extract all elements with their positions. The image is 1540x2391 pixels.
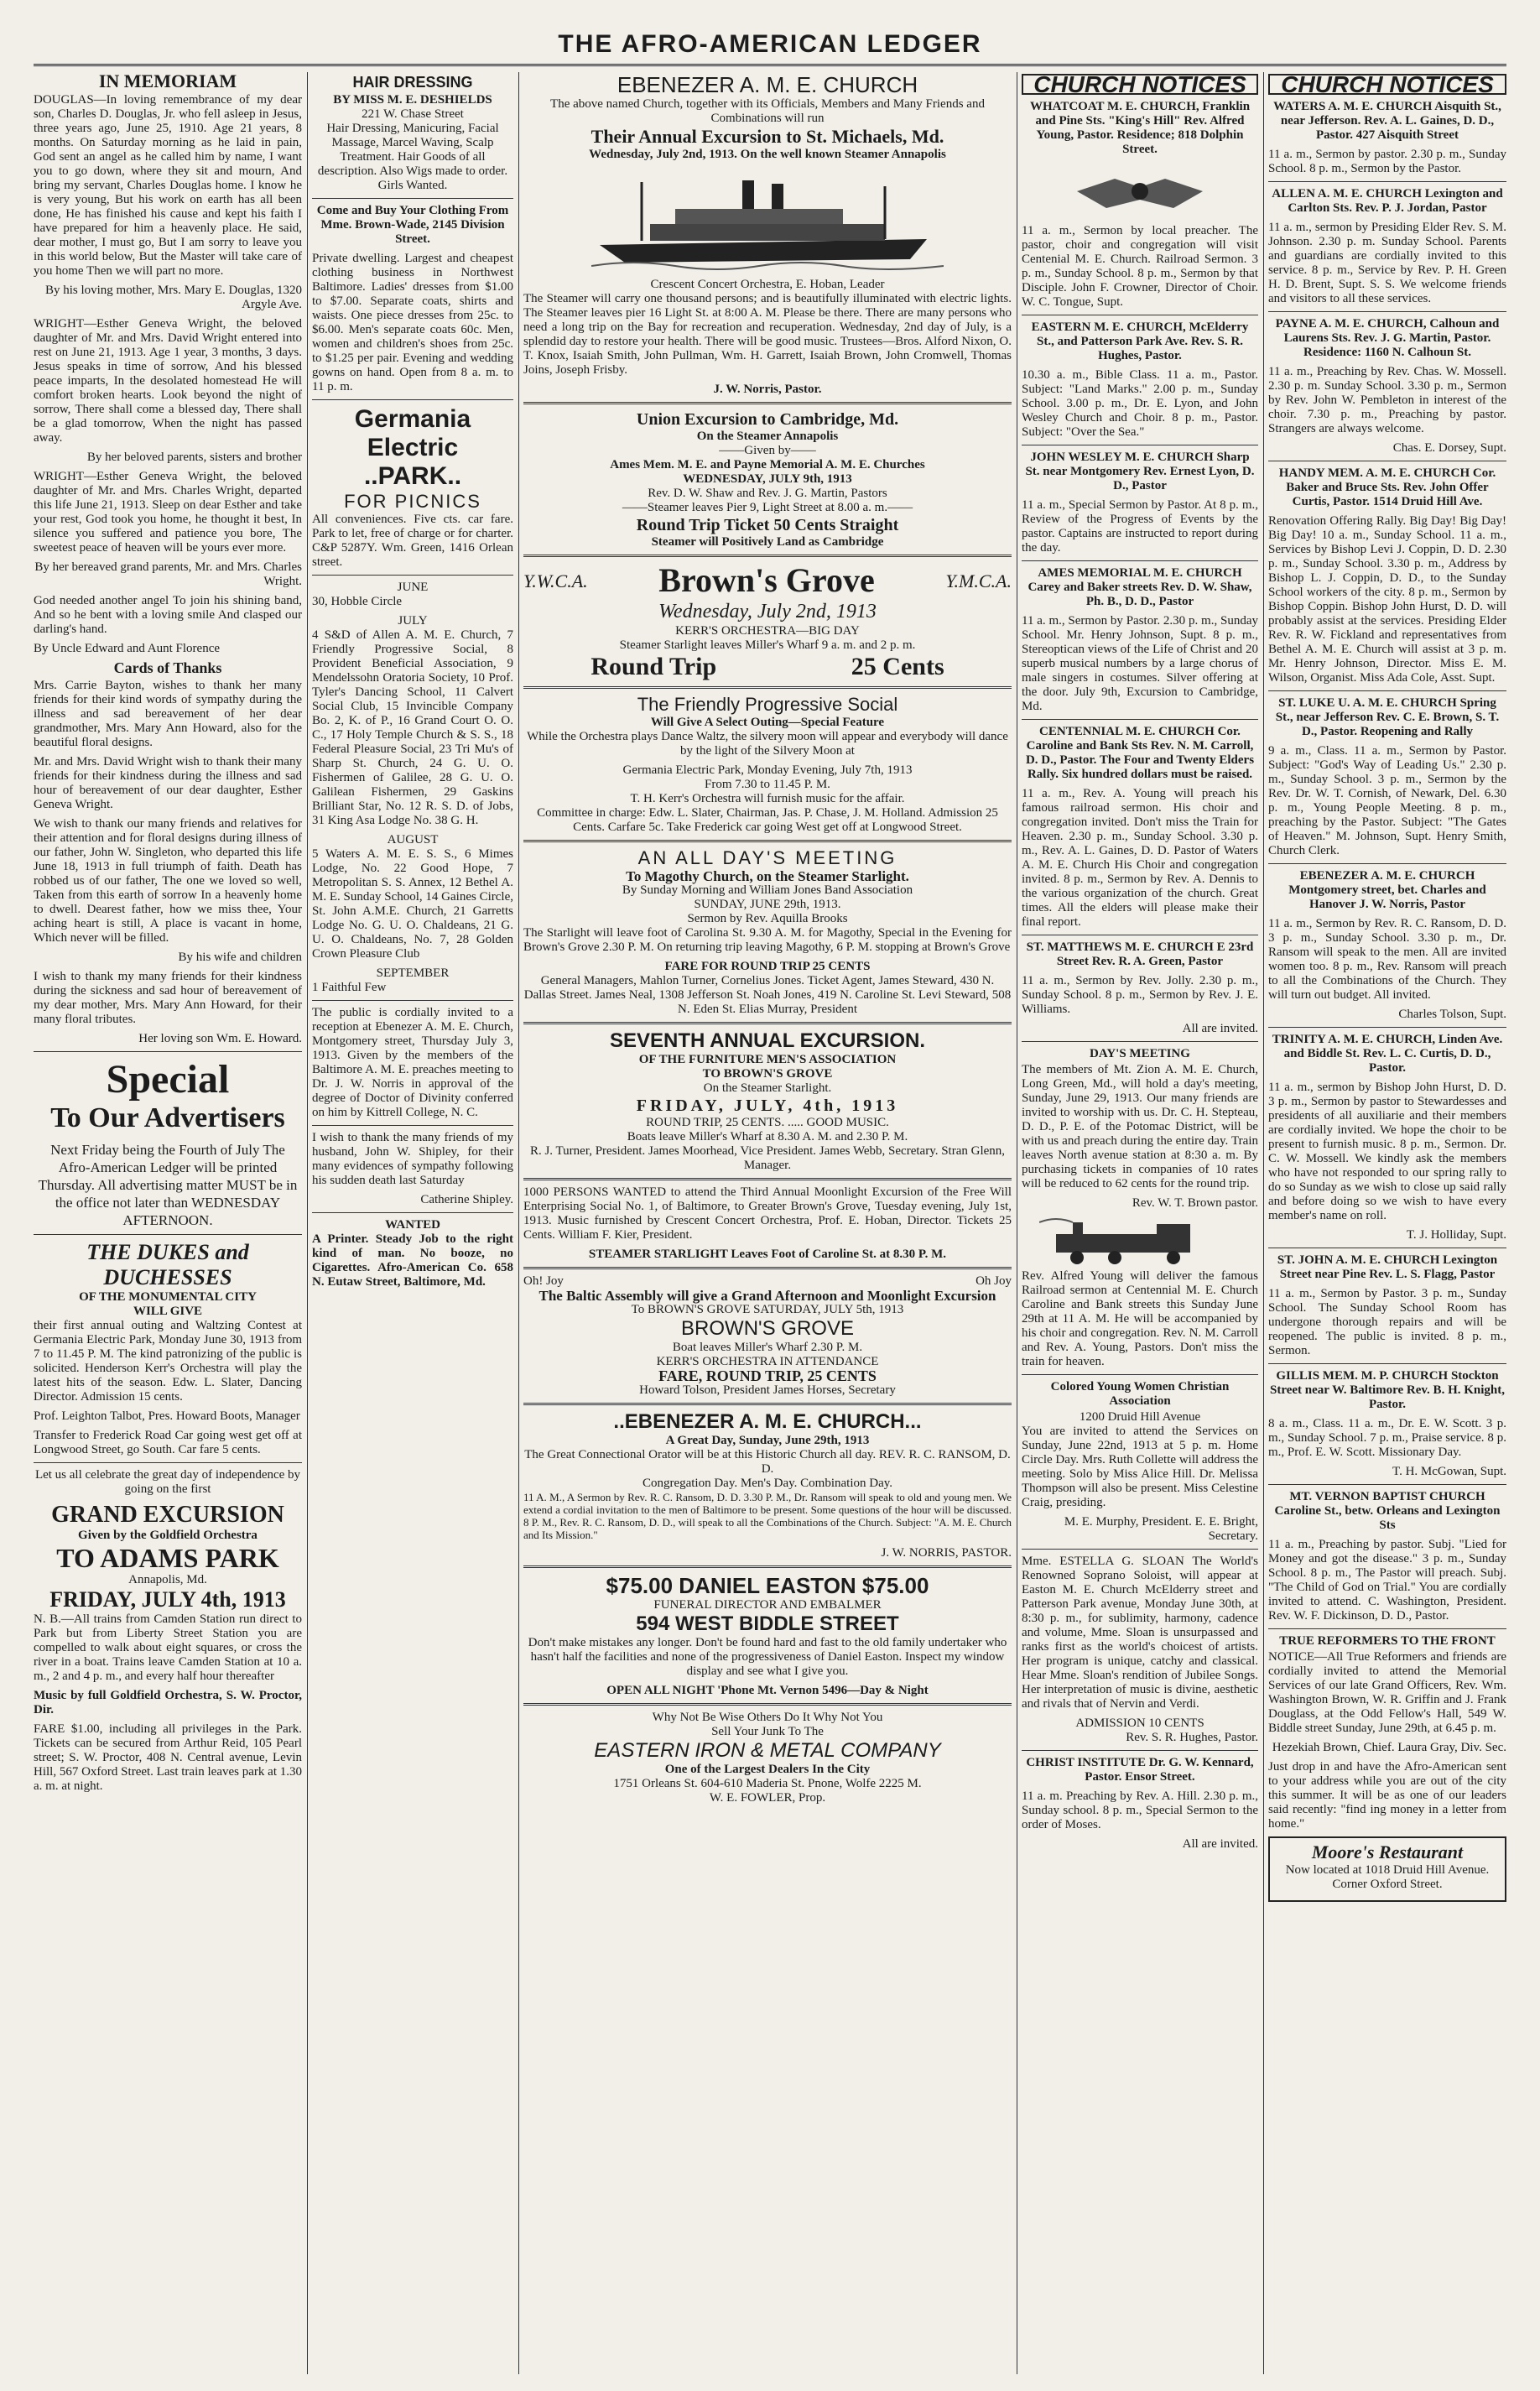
handshake-icon <box>1073 162 1207 221</box>
daysmeeting-signature: Rev. W. T. Brown pastor. <box>1132 1196 1258 1210</box>
seventh-boats: Boats leave Miller's Wharf at 8.30 A. M. and 2.30 P. M. <box>627 1130 908 1143</box>
friendly-place: Germania Electric Park, Monday Evening, July 7th, 1913 <box>622 763 913 777</box>
germania-picnics: FOR PICNICS <box>344 491 481 512</box>
wright-notice-2b: God needed another angel To join his shining band, And so he bent with a loving smile And clasped our darling's hand. <box>34 594 302 636</box>
thanks-signature-4: Her loving son Wm. E. Howard. <box>138 1032 302 1045</box>
colored-body: You are invited to attend the Services on Sunday, June 22nd, 1913 at 5 p. m. Home Circle Day. Mrs. Ruth Collette will address the meeting. Solo by Miss Alice Hill. Dr. Melissa Thompson will also be present. Miss Celestine Craig, presiding. <box>1022 1425 1258 1509</box>
ywca-orchestra: KERR'S ORCHESTRA—BIG DAY <box>675 624 860 638</box>
friendly-time: From 7.30 to 11.45 P. M. <box>705 778 830 791</box>
ebenezer2-date: A Great Day, Sunday, June 29th, 1913 <box>665 1434 870 1447</box>
baltic-oh-left: Oh! Joy <box>523 1274 564 1288</box>
germania-park: ..PARK.. <box>363 462 462 490</box>
allen-header: ALLEN A. M. E. CHURCH Lexington and Carlton Sts. Rev. P. J. Jordan, Pastor <box>1272 187 1503 215</box>
thanks-notice-3: We wish to thank our many friends and relatives for their attention and for floral designs during illness of our father, John W. Singleton, who departed this life June 18, 1913 in full triumph of faith. Death has robbed us of our father, The one we loved so well, Taken from this earth of sorrow In a heavenly home to dwell. Dearest father, how we miss thee, Your aching heart is still, A place is vacant in home, Which never will be filled. <box>34 817 302 945</box>
special-heading: Special <box>106 1057 230 1102</box>
allday-subtitle: To Magothy Church, on the Steamer Starlight. <box>626 868 909 884</box>
adams-grand: GRAND EXCURSION <box>51 1502 284 1528</box>
iron-sell: Sell Your Junk To The <box>711 1725 824 1738</box>
baltic-orchestra: KERR'S ORCHESTRA IN ATTENDANCE <box>656 1355 879 1368</box>
gillis-header: GILLIS MEM. M. P. CHURCH Stockton Street near W. Baltimore Rev. B. H. Knight, Pastor. <box>1270 1369 1505 1411</box>
allen-body: 11 a. m., sermon by Presiding Elder Rev. S. M. Johnson. 2.30 p. m. Sunday School. Parents and guardians are cordially invited to this service. 8 p. m., Service by Rev. P. H. Green H. D. Brent, Supt. S. S. We welcome friends and visitors to all these services. <box>1268 221 1506 305</box>
allday-body: The Starlight will leave foot of Carolina St. 9.30 A. M. for Magothy, Special in the Evening for Brown's Grove 2.30 P. M. On returning trip leaving Magothy, 6 P. M. stopping at Brown's Grove <box>523 926 1012 954</box>
dukes-subtitle: OF THE MONUMENTAL CITY <box>79 1290 257 1304</box>
true-title: TRUE REFORMERS TO THE FRONT <box>1279 1634 1496 1648</box>
stjohn-body: 11 a. m., Sermon by Pastor. 3 p. m., Sunday School. The Sunday School Room has undergone thorough repairs and will be reopened. The public is invited. 8 p. m., Sermon. <box>1268 1287 1506 1357</box>
centennial-header: CENTENNIAL M. E. CHURCH Cor. Caroline and Bank Sts Rev. N. M. Carroll, D. D., Pastor. The Four and Twenty Elders Rally. Six hundred dollars must be raised. <box>1025 725 1255 781</box>
shipley-signature: Catherine Shipley. <box>420 1193 513 1206</box>
wesley-body: 11 a. m., Special Sermon by Pastor. At 8 p. m., Review of the Progress of Events by the pastor. Captains are instructed to report during the day. <box>1022 498 1258 555</box>
adams-place: Annapolis, Md. <box>128 1573 207 1586</box>
true-signature: Hezekiah Brown, Chief. Laura Gray, Div. Sec. <box>1272 1741 1506 1754</box>
ebenezer3-header: EBENEZER A. M. E. CHURCH Montgomery street, bet. Charles and Hanover J. W. Norris, Pastor <box>1288 869 1486 911</box>
easton-subtitle: FUNERAL DIRECTOR AND EMBALMER <box>653 1598 882 1612</box>
trinity-signature: T. J. Holliday, Supt. <box>1406 1228 1506 1242</box>
easton-title: $75.00 DANIEL EASTON $75.00 <box>606 1573 929 1598</box>
seventh-subtitle: OF THE FURNITURE MEN'S ASSOCIATION <box>638 1053 897 1066</box>
allday-sermon: Sermon by Rev. Aquilla Brooks <box>687 912 848 925</box>
friendly-music: T. H. Kerr's Orchestra will furnish music for the affair. <box>630 792 905 805</box>
column-excursions <box>523 72 1012 2374</box>
moore-title: Moore's Restaurant <box>1311 1841 1464 1862</box>
ebenezer-headline: Their Annual Excursion to St. Michaels, Md. <box>591 126 944 147</box>
wright-signature-2: By her bereaved grand parents, Mr. and Mrs. Charles Wright. <box>34 560 302 588</box>
christ-invite: All are invited. <box>1182 1837 1258 1851</box>
matthews-invite: All are invited. <box>1182 1022 1258 1035</box>
ebenezer-intro: The above named Church, together with its Officials, Members and Many Friends and Combinations will run <box>550 97 985 125</box>
train-notice: Rev. Alfred Young will deliver the famous Railroad sermon at Centennial M. E. Church Caroline and Bank streets this Sunday June 29th at 11 A. M. He will be accompanied by his choir and congregation. Rev. N. M. Carroll and Rev. A. Young, Pastors. Don't miss the train for heaven. <box>1022 1269 1258 1368</box>
ywca-date: Wednesday, July 2nd, 1913 <box>658 601 877 622</box>
colored-address: 1200 Druid Hill Avenue <box>1079 1410 1201 1424</box>
whatcoat-header: WHATCOAT M. E. CHURCH, Franklin and Pine Sts. "King's Hill" Rev. Alfred Young, Pastor. Residence; 818 Dolphin Street. <box>1029 100 1251 156</box>
germania-title: Germania Electric <box>354 405 471 461</box>
ywca-price: 25 Cents <box>851 653 944 680</box>
trinity-header: TRINITY A. M. E. CHURCH, Linden Ave. and Biddle St. Rev. L. C. Curtis, D. D., Pastor. <box>1272 1033 1503 1075</box>
calendar-june-label: JUNE <box>397 581 429 594</box>
thanks-notice-1: Mrs. Carrie Bayton, wishes to thank her many friends for their kind words of sympathy during the illness and sad bereavement of her dear grandmother, Mrs. Mary Ann Howard, also for the beautiful floral designs. <box>34 679 302 749</box>
union-ticket: Round Trip Ticket 50 Cents Straight <box>636 516 899 534</box>
payne-header: PAYNE A. M. E. CHURCH, Calhoun and Laurens Sts. Rev. J. G. Martin, Pastor. Residence: 1160 N. Calhoun St. <box>1275 317 1500 359</box>
wanted-body: A Printer. Steady Job to the right kind of man. No booze, no Cigarettes. Afro-American Co. 658 N. Eutaw Street, Baltimore, Md. <box>312 1232 513 1289</box>
luke-body: 9 a. m., Class. 11 a. m., Sermon by Pastor. Subject: "God's Way of Leading Us." 2.30 p. m., Sunday School. 3 p. m., Sermon by the Rev. Dr. W. T. Cornish, of Newark, Del. 6.30 p. m., Young People Meeting. 8 p. m., preaching by the Pastor. Subject: "The Gates of Heaven." M. Johnson, Supt. Henry Smith, Church Clerk. <box>1268 744 1506 857</box>
daysmeeting-title: DAY'S MEETING <box>1090 1047 1190 1060</box>
baltic-boat: Boat leaves Miller's Wharf 2.30 P. M. <box>672 1341 863 1354</box>
vernon-body: 11 a. m., Preaching by pastor. Subj. "Lied for Money and got the disease." 3 p. m., Sunday School. 8 p. m., The Pastor will preach. Subj. "The Child of God on Trial." You are cordially invited to attend. C. Washington, President. Rev. W. F. Dickinson, D. D., Pastor. <box>1268 1538 1506 1623</box>
thanks-notice-2: Mr. and Mrs. David Wright wish to thank their many friends for their kindness during the illness and sad hour of bereavement of our dear daughter, Esther Geneva Wright. <box>34 755 302 811</box>
ebenezer3-signature: Charles Tolson, Supt. <box>1398 1008 1506 1021</box>
christ-body: 11 a. m. Preaching by Rev. A. Hill. 2.30 p. m., Sunday school. 8 p. m., Special Sermon to the order of Moses. <box>1022 1789 1258 1831</box>
seventh-date: FRIDAY, JULY, 4th, 1913 <box>636 1097 899 1115</box>
union-churches: Ames Mem. M. E. and Payne Memorial A. M. E. Churches <box>610 458 925 471</box>
gillis-body: 8 a. m., Class. 11 a. m., Dr. E. W. Scott. 3 p. m., Sunday School. 7 p. m., Praise service. 8 p. m., Prof. E. W. Scott. Missionary Day. <box>1268 1417 1506 1459</box>
seventh-to: TO BROWN'S GROVE <box>702 1067 833 1081</box>
masthead: THE AFRO-AMERICAN LEDGER <box>34 30 1506 66</box>
ywca-header <box>523 562 1012 599</box>
dukes-will: WILL GIVE <box>133 1305 203 1318</box>
locomotive-icon <box>1039 1216 1241 1266</box>
ebenezer-body: The Steamer will carry one thousand persons; and is beautifully illuminated with electric lights. The Steamer leaves pier 16 Light St. at 8:00 A. M. Please be there. There are many persons who need a long trip on the Bay for recreation and recuperation. Wednesday, 2nd day of July, is a splendid day to restore your health. There will be good music. Trustees—Bros. Alford Nixon, O. T. Knox, Isaiah Smith, John Pullman, Wm. H. Garrett, Isaiah Brown, John Cromwell, Thomas Joins, Joseph Frisby. <box>523 292 1012 377</box>
hair-address: 221 W. Chase Street <box>362 107 464 121</box>
adams-music: Music by full Goldfield Orchestra, S. W. Proctor, Dir. <box>34 1689 302 1716</box>
colored-signature: M. E. Murphy, President. E. E. Bright, Secretary. <box>1064 1515 1258 1543</box>
ebenezer-orchestra: Crescent Concert Orchestra, E. Hoban, Leader <box>650 278 885 291</box>
centennial-body: 11 a. m., Rev. A. Young will preach his famous railroad sermon. His choir and congregation invited. Don't miss the Train for Heaven. 2.30 p. m., Sunday School. 3.30 p. m., Rev. A. L. Gaines, D. D. Pastor of Waters A. M. E. Church His Choir and congregation invited. 8 p. m., Sermon by Rev. A. Dennis to the various organization of the church. Great times. All the elders will please make their final report. <box>1022 787 1258 929</box>
trinity-body: 11 a. m., sermon by Bishop John Hurst, D. D. 3 p. m., Sermon by pastor to Stewardesses and presidents of all auxiliarie and their members are cordially invited. We hope the choir to be present to furnish music. 8 p. m., Sermon. Dr. C. W. Mossell. We kindly ask the members who have not responded to our spring rally to do so Sunday as we wish to close up said rally and before doing so we wish to have every member's name on roll. <box>1268 1081 1506 1222</box>
adams-date: FRIDAY, JULY 4th, 1913 <box>49 1587 286 1612</box>
adams-intro: Let us all celebrate the great day of independence by going on the first <box>34 1468 301 1496</box>
ebenezer2-days: Congregation Day. Men's Day. Combination Day. <box>642 1477 893 1490</box>
ebenezer2-orator: The Great Connectional Orator will be at this Historic Church all day. REV. R. C. RANSOM, D. D. <box>524 1448 1011 1476</box>
dukes-title: THE DUKES and DUCHESSES <box>86 1240 249 1289</box>
baltic-oh-right: Oh Joy <box>976 1274 1012 1288</box>
baltic-grove: BROWN'S GROVE <box>681 1317 854 1340</box>
seventh-steamer: On the Steamer Starlight. <box>703 1081 832 1095</box>
union-pastors: Rev. D. W. Shaw and Rev. J. G. Martin, Pastors <box>648 487 887 500</box>
column-ads <box>312 72 513 2374</box>
sloan-signature: Rev. S. R. Hughes, Pastor. <box>1126 1731 1258 1744</box>
reception-notice: The public is cordially invited to a reception at Ebenezer A. M. E. Church, Montgomery street, Thursday July 3, 1913. Given by the members of the Baltimore A. M. E. preaches meeting to Dr. J. W. Norris in approval of the degree of Doctor of Divinity conferred on him by Kittrell College, N. C. <box>312 1006 513 1119</box>
true-note: Just drop in and have the Afro-American sent to your address while you are out of the city this summer. It will be as one of our leaders said recently: "find ing money in a letter from home." <box>1268 1760 1506 1831</box>
union-land: Steamer will Positively Land as Cambridge <box>651 535 884 549</box>
easton-open: OPEN ALL NIGHT 'Phone Mt. Vernon 5496—Day & Night <box>606 1684 929 1697</box>
sloan-notice: Mme. ESTELLA G. SLOAN The World's Renowned Soprano Soloist, will appear at Easton M. E. Church McElderry street and Patterson Park avenue, Monday June 30th, at 8:30 p. m., for sublimity, harmony, cadence and volume, Mme. Sloan is unsurpassed and ranks first as the world's choicest of artists. Her program is unique, catchy and classical. Hear Mme. Sloan's rendition of Jubilee Songs. Her interpretation of music is divine, aesthetic and rivals that of Nervin and Verdi. <box>1022 1555 1258 1711</box>
wanted-title: WANTED <box>385 1218 440 1232</box>
wright-notice-1: WRIGHT—Esther Geneva Wright, the beloved daughter of Mr. and Mrs. David Wright entered into rest on June 21, 1913. Age 1 year, 3 months, 3 days. Jesus speaks in time of sorrow, And his blessed peace imparts, In the desolated homestead He will comfort broken hearts. Look beyond the night of sorrow, There shall come a blessed day, There shall be a glad tomorrow, When the night has passed away. <box>34 317 302 445</box>
ames-body: 11 a. m., Sermon by Pastor. 2.30 p. m., Sunday School. Mr. Henry Johnson, Supt. 8 p. m., Stereoptican views of the Life of Christ and 20 superb musical numbers by a large chorus of male singers in costumes. Silver offering at the door. July 9th, Excursion to Cambridge, Md. <box>1022 614 1258 713</box>
ebenezer2-title: ..EBENEZER A. M. E. CHURCH... <box>613 1410 922 1433</box>
thousand-leave: STEAMER STARLIGHT Leaves Foot of Caroline St. at 8.30 P. M. <box>588 1248 947 1261</box>
iron-address: 1751 Orleans St. 604-610 Maderia St. Pnone, Wolfe 2225 M. <box>613 1777 922 1790</box>
clothing-body: Private dwelling. Largest and cheapest clothing business in Northwest Baltimore. Ladies' dresses from $1.00 to $7.00. Separate coats, shirts and waists. One piece dresses from 25c. to $6.00. Men's separate coats 60c. Men, women and children's shoes from 25c. to $1.25 per pair. Evening and wedding gowns on hand. Open from 8 a. m. to 11 p. m. <box>312 252 513 393</box>
hair-body: Hair Dressing, Manicuring, Facial Massage, Marcel Waving, Scalp Treatment. Hair Goods of all description. Also Wigs made to order. Girls Wanted. <box>317 122 508 192</box>
calendar-september-label: SEPTEMBER <box>376 966 450 980</box>
adams-park: TO ADAMS PARK <box>56 1543 279 1573</box>
waters-body: 11 a. m., Sermon by pastor. 2.30 p. m., Sunday School. 8 p. m., Sermon by the Pastor. <box>1268 148 1506 175</box>
easton-body: Don't make mistakes any longer. Don't be found hard and fast to the old family undertaker who hasn't half the facilities and none of the progressiveness of Daniel Easton. Inspect my window display and see what I give you. <box>528 1636 1007 1678</box>
true-body: NOTICE—All True Reformers and friends are cordially invited to attend the Memorial Services of our late Grand Officers, Rev. Wm. Washington Brown, W. R. Griffin and J. Frank Douglass, at the Odd Fellow's Hall, 549 W. Biddle street Sunday, June 29th, at 6.45 p. m. <box>1268 1650 1506 1735</box>
allday-date: SUNDAY, JUNE 29th, 1913. <box>694 898 841 911</box>
ebenezer-date: Wednesday, July 2nd, 1913. On the well known Steamer Annapolis <box>589 148 946 161</box>
adams-given: Given by the Goldfield Orchestra <box>78 1529 258 1542</box>
calendar-hobble: 30, Hobble Circle <box>312 595 403 608</box>
union-given: ——Given by—— <box>719 444 816 457</box>
whatcoat-body: 11 a. m., Sermon by local preacher. The pastor, choir and congregation will visit Centenial M. E. Church. Railroad Sermon. 3 p. m., Sunday School. 8 p. m., Sermon by that Disciple. John F. Crowner, Director of Choir. W. C. Tongue, Supt. <box>1022 224 1258 309</box>
waters-header: WATERS A. M. E. CHURCH Aisquith St., near Jefferson. Rev. A. L. Gaines, D. D., Pastor. 427 Aisquith Street <box>1273 100 1501 142</box>
seventh-title: SEVENTH ANNUAL EXCURSION. <box>609 1029 926 1052</box>
seventh-officers: R. J. Turner, President. James Moorhead, Vice President. James Webb, Secretary. Stran Glenn, Manager. <box>529 1144 1006 1172</box>
ywca-steamer: Steamer Starlight leaves Miller's Wharf 9 a. m. and 2 p. m. <box>619 638 916 652</box>
stjohn-header: ST. JOHN A. M. E. CHURCH Lexington Street near Pine Rev. L. S. Flagg, Pastor <box>1277 1253 1498 1281</box>
special-body: Next Friday being the Fourth of July The Afro-American Ledger will be printed Thursday. All advertising matter MUST be in the office not later than WEDNESDAY AFTERNOON. <box>38 1142 298 1228</box>
iron-title: EASTERN IRON & METAL COMPANY <box>594 1739 941 1762</box>
column-rule <box>1263 72 1264 2374</box>
luke-header: ST. LUKE U. A. M. E. CHURCH Spring St., near Jefferson Rev. C. E. Brown, S. T. D., Pastor. Reopening and Rally <box>1275 696 1500 738</box>
baltic-officers: Howard Tolson, President James Horses, Secretary <box>639 1383 896 1397</box>
friendly-subtitle: Will Give A Select Outing—Special Feature <box>650 716 885 729</box>
wright-notice-2: WRIGHT—Esther Geneva Wright, the beloved daughter of Mr. and Mrs. Charles Wright, departed this life June 21, 1913. Sleep on dear Esther and take your rest, God took you home, he thought it best, In silence you suffered and patience you bore, The sweetest peace of heaven will be yours ever more. <box>34 470 302 555</box>
friendly-committee: Committee in charge: Edw. L. Slater, Chairman, Jas. P. Chase, J. M. Holland. Admission 25 Cents. Carfare 5c. Take Frederick car going West get off at Longwood Street. <box>537 806 998 834</box>
wesley-header: JOHN WESLEY M. E. CHURCH Sharp St. near Montgomery Rev. Ernest Lyon, D. D., Pastor <box>1025 451 1255 492</box>
union-leave: ——Steamer leaves Pier 9, Light Street at 8.00 a. m.—— <box>622 501 913 514</box>
eastern-body: 10.30 a. m., Bible Class. 11 a. m., Pastor. Subject: "Land Marks." 2.00 p. m., Sunday School. 3.00 p. m., Dr. E. Lyon, and John Wesley Church and Choir. 8 p. m., Pastor. Subject: "Over the Sea." <box>1022 368 1258 439</box>
daysmeeting-body: The members of Mt. Zion A. M. E. Church, Long Green, Md., will hold a day's meeting, Sunday, June 29, 1913. Our many friends are invited to worship with us. Dr. C. H. Stepteau, D. D., P. E. of the Potomac District, will be with us and preach during the entire day. Train leaves North avenue station at 8:30 a. m. By purchasing tickets in companies of 10 rates will be reduced to 62 cents for the round trip. <box>1022 1063 1258 1190</box>
special-subheading: To Our Advertisers <box>50 1102 285 1133</box>
union-date: WEDNESDAY, JULY 9th, 1913 <box>683 472 852 486</box>
ebenezer2-pastor: J. W. NORRIS, PASTOR. <box>881 1546 1012 1560</box>
baltic-fare: FARE, ROUND TRIP, 25 CENTS <box>658 1367 877 1384</box>
iron-subtitle: One of the Largest Dealers In the City <box>664 1763 871 1776</box>
eastern-header: EASTERN M. E. CHURCH, McElderry St., and Patterson Park Ave. Rev. S. R. Hughes, Pastor. <box>1031 320 1249 362</box>
matthews-header: ST. MATTHEWS M. E. CHURCH E 23rd Street Rev. R. A. Green, Pastor <box>1026 940 1254 968</box>
column-rule <box>307 72 308 2374</box>
allday-fare: FARE FOR ROUND TRIP 25 CENTS <box>664 960 871 973</box>
adams-fare: FARE $1.00, including all privileges in the Park. Tickets can be secured from Arthur Reid, 105 Pearl street; S. W. Proctor, 408 N. Central avenue, Levin Hill, 567 Oxford Street. Last train leaves park at 1.30 a. m. at night. <box>34 1722 302 1793</box>
friendly-body: While the Orchestra plays Dance Waltz, the silvery moon will appear and everybody will dance by the light of the Silvery Moon at <box>527 730 1008 758</box>
calendar-september: 1 Faithful Few <box>312 981 387 994</box>
thousand-notice: 1000 PERSONS WANTED to attend the Third Annual Moonlight Excursion of the Free Will Enterprising Social No. 1, of Baltimore, to Greater Brown's Grove, Tuesday evening, July 1st, 1913. Music furnished by Crescent Concert Orchestra, Prof. E. Hoban, Director. Tickets 25 Cents. William F. Kier, President. <box>523 1185 1012 1242</box>
thanks-notice-4: I wish to thank my many friends for their kindness during the sickness and sad hour of bereavement of my dear mother, Mrs. Mary Ann Howard, for their many floral tributes. <box>34 970 302 1026</box>
column-memoriam <box>34 72 302 2374</box>
moore-body: Now located at 1018 Druid Hill Avenue. Corner Oxford Street. <box>1285 1863 1490 1891</box>
douglas-notice: DOUGLAS—In loving remembrance of my dear son, Charles D. Douglas, Jr. who fell asleep in Jesus, three years ago, June 25, 1910. Age 21 years, 8 months. On Saturday morning as he laid in pain, God sent an angel as he called him by name, I want you to go down, where they sit and mourn, And bring my servant, Charles Douglas home. I know he is very young, But his work on earth has all been done, He has finished his cause and kept his faith I have prepared for him a heavenly place. He said, dear mother, I must go, But I am sorry to leave you in this world below, But the Master will take care of you home Then we will part no more. <box>34 93 302 278</box>
allday-title: AN ALL DAY'S MEETING <box>637 847 897 868</box>
ywca-trip: Round Trip <box>591 653 717 680</box>
matthews-body: 11 a. m., Sermon by Rev. Jolly. 2.30 p. m., Sunday School. 8 p. m., Sermon by Rev. J. E. Williams. <box>1022 974 1258 1016</box>
payne-signature: Chas. E. Dorsey, Supt. <box>1392 441 1506 455</box>
wright-signature-1: By her beloved parents, sisters and brother <box>86 451 302 464</box>
ebenezer2-body: 11 A. M., A Sermon by Rev. R. C. Ransom, D. D. 3.30 P. M., Dr. Ransom will speak to old and young men. We extend a cordial invitation to the men of Baltimore to be present. Some questions of the hour will be discussed. 8 P. M., Rev. R. C. Ransom, D. D., will speak to all the Combinations of the Church. Subject: "A. M. E. Church and Its Mission." <box>523 1491 1012 1541</box>
ebenezer-pastor: J. W. Norris, Pastor. <box>713 383 822 396</box>
vernon-header: MT. VERNON BAPTIST CHURCH Caroline St., betw. Orleans and Lexington Sts <box>1274 1490 1501 1532</box>
ames-header: AMES MEMORIAL M. E. CHURCH Carey and Baker streets Rev. D. W. Shaw, Ph. B., D. D., Pastor <box>1028 566 1252 608</box>
steamer-illustration <box>591 165 944 274</box>
column-rule <box>518 72 519 2374</box>
thanks-title: Cards of Thanks <box>113 659 222 676</box>
memoriam-title: IN MEMORIAM <box>98 72 237 91</box>
ebenezer3-body: 11 a. m., Sermon by Rev. R. C. Ransom, D. D. 3 p. m., Sunday School. 3.30 p. m., Dr. Ransom will speak to the men. All are invited women too. 8 p. m., Rev. Ransom will preach to all the Combinations of the Church. They will turn out budget. All invited. <box>1268 917 1506 1002</box>
christ-header: CHRIST INSTITUTE Dr. G. W. Kennard, Pastor. Ensor Street. <box>1026 1756 1254 1784</box>
calendar-july: 4 S&D of Allen A. M. E. Church, 7 Friendly Progressive Social, 8 Provident Beneficial Association, 9 Mendelssohn Oratoria Society, 10 Prof. Tyler's Dancing School, 11 Calvert Social Club, 15 Invincible Company Bo. 2, K. of P., 16 Grand Court O. O. C., 17 Holy Temple Church & S. S., 18 Federal Pleasure Social, 23 Tri Mu's of Sharp St. Church, 24 G. U. O. Fishermen of Galilee, 28 G. U. O. Galilean Fishermen, 29 Gaskins Brilliant Star, No. 12 R. S. D. of Jobs, 31 King Asa Lodge No. 38 G. H. <box>312 628 513 827</box>
union-title: Union Excursion to Cambridge, Md. <box>636 410 899 429</box>
germania-body: All conveniences. Five cts. car fare. Park to let, free of charge or for charter. C&P 5287Y. Wm. Green, 1416 Orlean street. <box>312 513 513 569</box>
allday-officers: General Managers, Mahlon Turner, Cornelius Jones. Ticket Agent, James Steward, 430 N. Dallas Street. James Neal, 1308 Jefferson St. Noah Jones, 419 N. Caroline St. Levi Steward, 508 N. Eden St. Elias Murray, President <box>523 974 1012 1016</box>
ywca-right: Y.M.C.A. <box>945 570 1012 591</box>
friendly-title: The Friendly Progressive Social <box>637 694 898 715</box>
baltic-oh-row <box>523 1274 1012 1289</box>
wright-signature-2b: By Uncle Edward and Aunt Florence <box>34 642 221 655</box>
sloan-admission: ADMISSION 10 CENTS <box>1075 1716 1204 1730</box>
column-church-notices-2 <box>1268 72 1506 2374</box>
hair-by: BY MISS M. E. DESHIELDS <box>333 93 492 107</box>
hair-title: HAIR DRESSING <box>352 74 473 91</box>
iron-tagline: Why Not Be Wise Others Do It Why Not You <box>652 1711 883 1724</box>
handy-body: Renovation Offering Rally. Big Day! Big Day! Big Day! 10 a. m., Sunday School. 11 a. m., Services by Bishop Levi J. Coppin, D. D. 2.30 p. m., Sunday School. 3.30 p. m., Address by Bishop L. J. Coppin, D. D., to the Sunday School workers of the city. 8 p. m., Sermon by Bishop Coppin. Bishop John Hurst, D. D. will probably assist at the services. Presiding Elder Rev. R. W. Fickland and representatives from Bethel A. M. E. Church will assist at 3 p. m. Mr. Henry Johnson, Director. Miss E. M. Wilson, Organist. Miss Ada Cole, Asst. Supt. <box>1268 514 1506 685</box>
easton-address: 594 WEST BIDDLE STREET <box>636 1612 899 1635</box>
ywca-left: Y.W.C.A. <box>523 570 588 591</box>
iron-proprietor: W. E. FOWLER, Prop. <box>709 1791 826 1805</box>
douglas-signature: By his loving mother, Mrs. Mary E. Douglas, 1320 Argyle Ave. <box>44 284 302 311</box>
gillis-signature: T. H. McGowan, Supt. <box>1392 1465 1506 1478</box>
ywca-center: Brown's Grove <box>658 561 875 599</box>
clothing-title: Come and Buy Your Clothing From Mme. Brown-Wade, 2145 Division Street. <box>316 204 509 246</box>
colored-title: Colored Young Women Christian Association <box>1050 1380 1230 1408</box>
adams-body: N. B.—All trains from Camden Station run direct to Park but from Liberty Street Station you are compelled to walk about eight squares, or cross the river in a boat. Trains leave Camden Station at 10 a. m., 2 and 4 p. m., and every half hour thereafter <box>34 1612 302 1683</box>
ebenezer-title: EBENEZER A. M. E. CHURCH <box>617 72 918 97</box>
church-notices-banner-2: CHURCH NOTICES <box>1268 74 1506 95</box>
baltic-title: The Baltic Assembly will give a Grand Afternoon and Moonlight Excursion <box>538 1288 996 1304</box>
baltic-date: To BROWN'S GROVE SATURDAY, JULY 5th, 1913 <box>631 1303 904 1316</box>
ywca-price-row <box>523 653 1012 681</box>
dukes-officers: Prof. Leighton Talbot, Pres. Howard Boots, Manager <box>34 1409 300 1423</box>
handy-header: HANDY MEM. A. M. E. CHURCH Cor. Baker and Bruce Sts. Rev. John Offer Curtis, Pastor. 1514 Druid Hill Ave. <box>1278 466 1496 508</box>
dukes-body: their first annual outing and Waltzing Contest at Germania Electric Park, Monday June 30, 1913 from 7 to 11.45 P. M. The kind patronizing of the public is solicited. Henderson Kerr's Orchestra will play the latest hits of the season. Edw. L. Slater, Dancing Director. Admission 15 cents. <box>34 1319 302 1404</box>
church-notices-banner: CHURCH NOTICES <box>1022 74 1258 95</box>
seventh-trip: ROUND TRIP, 25 CENTS. ..... GOOD MUSIC. <box>646 1116 889 1129</box>
calendar-july-label: JULY <box>398 614 428 628</box>
payne-body: 11 a. m., Preaching by Rev. Chas. W. Mossell. 2.30 p. m. Sunday School. 3.30 p. m., Sermon by Rev. John W. Pembleton in interest of the choir. 7.30 p. m., Preaching by pastor. Strangers are always welcome. <box>1268 365 1506 435</box>
allday-by: By Sunday Morning and William Jones Band Association <box>622 883 913 897</box>
shipley-notice: I wish to thank the many friends of my husband, John W. Shipley, for their many evidences of sympathy following his sudden death last Saturday <box>312 1131 513 1187</box>
calendar-august-label: AUGUST <box>387 833 439 846</box>
thanks-signature-3: By his wife and children <box>178 951 302 964</box>
union-steamer: On the Steamer Annapolis <box>696 430 839 443</box>
calendar-august: 5 Waters A. M. E. S. S., 6 Mimes Lodge, No. 22 Good Hope, 7 Metropolitan S. S. Annex, 12 Bethel A. M. E. Sunday School, 14 Gaines Circle, St. John A.M.E. Church, 21 Garretts Lodge No. G. U. O. Chaldeans, 21 G. U. O. Chaldeans, No. 7, 28 Golden Crown Pleasure Club <box>312 847 513 961</box>
dukes-transfer: Transfer to Frederick Road Car going west get off at Longwood Street, go South. Car fare 5 cents. <box>34 1429 302 1456</box>
column-church-notices-1 <box>1022 72 1258 2374</box>
